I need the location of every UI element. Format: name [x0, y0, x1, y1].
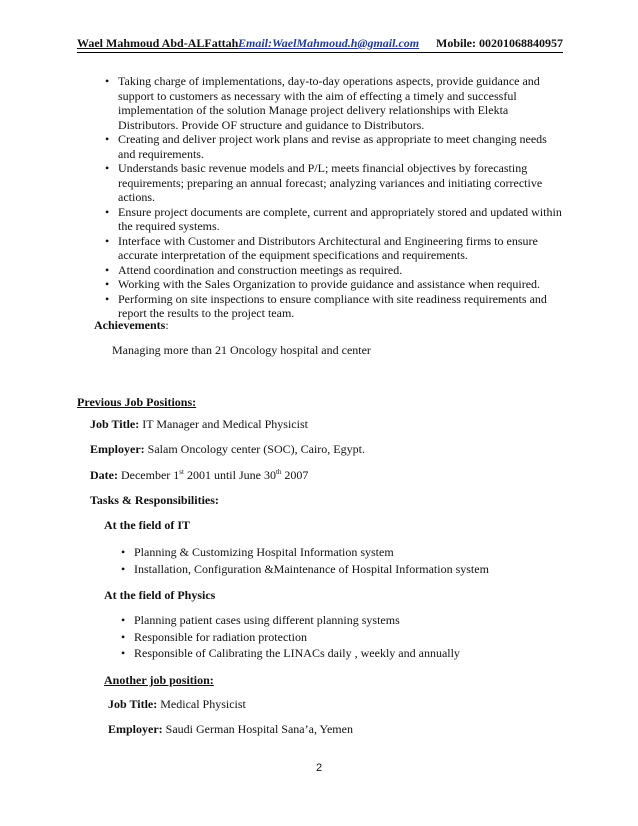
list-item: • Planning & Customizing Hospital Information system [121, 544, 489, 561]
another-job-title-line [108, 697, 246, 712]
list-item: • Working with the Sales Organization to provide guidance and assistance when required. [105, 277, 563, 292]
date-label: Date: [90, 468, 118, 482]
list-item: • Creating and deliver project work plans and revise as appropriate to meet changing needs and requirements. [105, 132, 563, 161]
job-title-value: Medical Physicist [157, 697, 246, 711]
tasks-heading: Tasks & Responsibilities: [90, 493, 219, 507]
header-email-link[interactable]: Email:WaelMahmoud.h@gmail.com [238, 36, 420, 50]
achievements-label: Achievements [94, 318, 166, 332]
responsibilities-list [105, 74, 563, 321]
it-tasks-list [121, 544, 489, 577]
header-name: Wael Mahmoud Abd-ALFattah [77, 36, 239, 50]
job-title-label: Job Title: [90, 417, 140, 431]
list-item: • Attend coordination and construction meetings as required. [105, 263, 563, 278]
physics-field-heading: At the field of Physics [104, 588, 216, 602]
header-mobile: Mobile: 00201068840957 [436, 36, 563, 50]
job-title-line [90, 417, 308, 432]
employer-label: Employer: [108, 722, 163, 736]
it-field-heading: At the field of IT [104, 518, 190, 532]
list-item: • Planning patient cases using different planning systems [121, 612, 460, 629]
employer-value: Salam Oncology center (SOC), Cairo, Egypt. [144, 442, 365, 456]
list-item: • Responsible of Calibrating the LINACs daily , weekly and annually [121, 645, 460, 662]
list-item: • Understands basic revenue models and P/L; meets financial objectives by forecasting requirements; preparing an annual forecast; analyzing variances and initiating corrective actions. [105, 161, 563, 205]
another-job-heading: Another job position: [104, 673, 214, 687]
employer-label: Employer: [90, 442, 145, 456]
date-part: 2007 [281, 468, 309, 482]
date-sup: th [275, 468, 282, 476]
page-number: 2 [315, 762, 323, 774]
another-employer-line [108, 722, 353, 737]
achievements-heading [94, 318, 169, 333]
date-line [90, 468, 308, 483]
achievements-colon: : [165, 318, 169, 332]
date-sup: st [179, 468, 184, 476]
job-title-value: IT Manager and Medical Physicist [139, 417, 308, 431]
list-item: • Interface with Customer and Distributors Architectural and Engineering firms to ensure accurate interpretation of the equipment specifications and requirements. [105, 234, 563, 263]
achievements-text: Managing more than 21 Oncology hospital and center [112, 343, 371, 357]
job-title-label: Job Title: [108, 697, 158, 711]
employer-line [90, 442, 365, 457]
list-item: • Performing on site inspections to ensure compliance with site readiness requirements and report the results to the project team. [105, 292, 563, 321]
list-item: • Installation, Configuration &Maintenance of Hospital Information system [121, 561, 489, 578]
list-item: • Responsible for radiation protection [121, 629, 460, 646]
page-header [77, 36, 563, 53]
list-item: • Ensure project documents are complete, current and appropriately stored and updated within the required systems. [105, 205, 563, 234]
employer-value: Saudi German Hospital Sana’a, Yemen [162, 722, 353, 736]
date-part: 2001 until June 30 [183, 468, 276, 482]
date-part: December 1 [117, 468, 180, 482]
physics-tasks-list [121, 612, 460, 662]
list-item: • Taking charge of implementations, day-to-day operations aspects, provide guidance and support to customers as necessary with the aim of effecting a timely and successful implementation of the solution Manage project delivery relationships with Elekta Distributors. Provide OF structure and guidance to Distributors. [105, 74, 563, 132]
previous-jobs-heading: Previous Job Positions: [77, 395, 197, 409]
